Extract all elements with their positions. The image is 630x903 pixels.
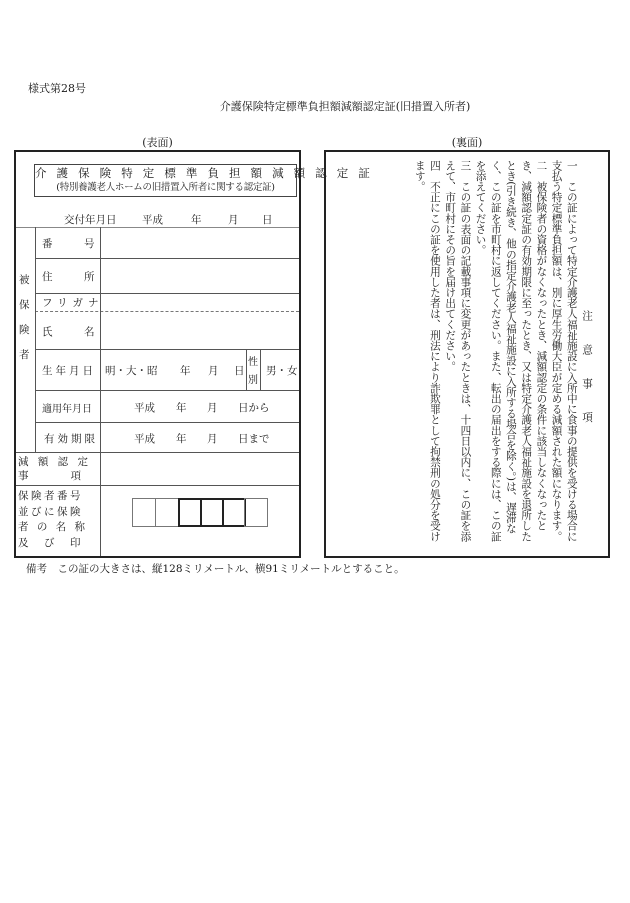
- insured-label-char: 保: [19, 299, 30, 311]
- insured-label-char: 者: [19, 349, 30, 361]
- insured-label-char: 被: [19, 274, 30, 286]
- back-card: [324, 150, 610, 558]
- reduction-items-field[interactable]: [102, 453, 298, 484]
- sex-options[interactable]: 男・女: [266, 365, 298, 377]
- insurer-label-line: 者 の 名 称: [18, 521, 88, 533]
- note-item: [412, 160, 442, 550]
- applied-month: 月: [207, 402, 218, 414]
- reduction-items-label-2: 事 項: [18, 470, 81, 482]
- front-card: [14, 150, 374, 558]
- valid-until-year: 年: [176, 433, 187, 445]
- form-number: 様式第28号: [28, 82, 86, 95]
- insurer-number-box[interactable]: [132, 498, 156, 527]
- grid-line: [35, 227, 36, 452]
- applied-date-label: 適用年月日: [42, 404, 92, 415]
- insurer-label-line: 並びに保険: [18, 505, 83, 518]
- birth-day: 日: [234, 365, 245, 377]
- issue-date-era: 平成: [142, 214, 163, 226]
- insurer-number-box[interactable]: [222, 498, 246, 527]
- number-label: 番 号: [42, 238, 95, 250]
- grid-line: [16, 485, 299, 486]
- applied-suffix: 日から: [238, 402, 270, 414]
- certificate-title: 介 護 保 険 特 定 標 準 負 担 額 減 額 認 定 証: [35, 166, 374, 180]
- insurer-number-box[interactable]: [244, 498, 268, 527]
- furigana-label: フリガナ: [42, 297, 104, 309]
- birth-date-label: 生年月日: [42, 365, 96, 377]
- note-text: この証によって特定介護老人福祉施設に入所中に食事の提供を受ける場合に支払う特定標準負担額は、別に厚生労働大臣が定める減額された額になります。: [550, 160, 578, 542]
- insured-label-char: 険: [19, 324, 30, 336]
- remark-note: 備考 この証の大きさは、縦128ミリメートル、横91ミリメートルとすること。: [26, 563, 405, 575]
- furigana-field[interactable]: [102, 294, 298, 310]
- grid-line: [35, 390, 299, 391]
- issue-date-label: 交付年月日: [64, 214, 117, 226]
- name-field[interactable]: [102, 312, 298, 348]
- name-label: 氏 名: [42, 326, 95, 338]
- grid-line: [35, 422, 299, 423]
- applied-year: 年: [176, 402, 187, 414]
- reduction-items-label-1: 減 額 認 定: [18, 456, 92, 468]
- note-text: 被保険者の資格がなくなったとき、減額認定の条件に該当しなくなったとき、減額認定証の有効期限に至ったとき、又は特定介護老人福祉施設を退所したとき(引き続き、他の指定介護老人福祉施設に入所する場合を除く。)は、遅滞なく、この証を市町村に返してください。また、転出の届出をする際には、この証を添えてください。: [474, 160, 548, 542]
- address-label: 住 所: [42, 271, 95, 283]
- birth-era-options[interactable]: 明・大・昭: [105, 365, 158, 377]
- valid-until-label: 有効期限: [44, 433, 98, 445]
- insurer-number-boxes: [133, 498, 268, 528]
- certificate-title-box: [34, 164, 374, 197]
- number-field[interactable]: [102, 228, 298, 257]
- issue-date-year: 年: [191, 214, 202, 226]
- issue-date-row: [16, 212, 299, 226]
- valid-until-era: 平成: [134, 433, 155, 445]
- valid-until-month: 月: [207, 433, 218, 445]
- sex-label-1: 性: [248, 357, 258, 368]
- insurer-number-box[interactable]: [155, 498, 179, 527]
- valid-until-suffix: 日まで: [238, 433, 270, 445]
- insurer-label: [18, 489, 88, 551]
- note-number: 二: [535, 160, 548, 171]
- front-side-label: (表面): [142, 136, 173, 149]
- note-item: [442, 160, 472, 550]
- insurer-label-line: 及 び 印: [18, 536, 83, 549]
- notes-vertical-text: [412, 160, 594, 550]
- sex-label-2: 別: [248, 375, 258, 386]
- grid-line: [260, 349, 261, 390]
- note-item: [472, 160, 548, 550]
- notes-title: 注 意 事 項: [581, 310, 593, 433]
- address-field[interactable]: [102, 259, 298, 292]
- insured-group-label: [19, 268, 33, 368]
- note-text: この証の表面の記載事項に変更があったときは、十四日以内に、この証を添えて、市町村にその旨を届け出てください。: [444, 160, 472, 542]
- birth-month: 月: [208, 365, 219, 377]
- grid-line: [100, 227, 101, 556]
- issue-date-month: 月: [228, 214, 239, 226]
- insurer-number-box[interactable]: [178, 498, 202, 527]
- document-title: 介護保険特定標準負担額減額認定証(旧措置入所者): [219, 100, 471, 113]
- note-number: 三: [459, 160, 472, 171]
- grid-line: [246, 349, 247, 390]
- certificate-subtitle: (特別養護老人ホームの旧措置入所者に関する認定証): [56, 182, 275, 193]
- note-number: 四: [428, 160, 441, 171]
- note-number: 一: [565, 160, 578, 171]
- insurer-number-box[interactable]: [200, 498, 224, 527]
- note-item: [548, 160, 578, 550]
- issue-date-day: 日: [262, 214, 273, 226]
- insurer-label-line: 保険者番号: [18, 490, 83, 502]
- back-side-label: (裏面): [451, 136, 483, 149]
- note-text: 不正にこの証を使用した者は、刑法により詐欺罪として拘禁刑の処分を受けます。: [413, 160, 441, 542]
- applied-era: 平成: [134, 402, 155, 414]
- birth-year: 年: [180, 365, 191, 377]
